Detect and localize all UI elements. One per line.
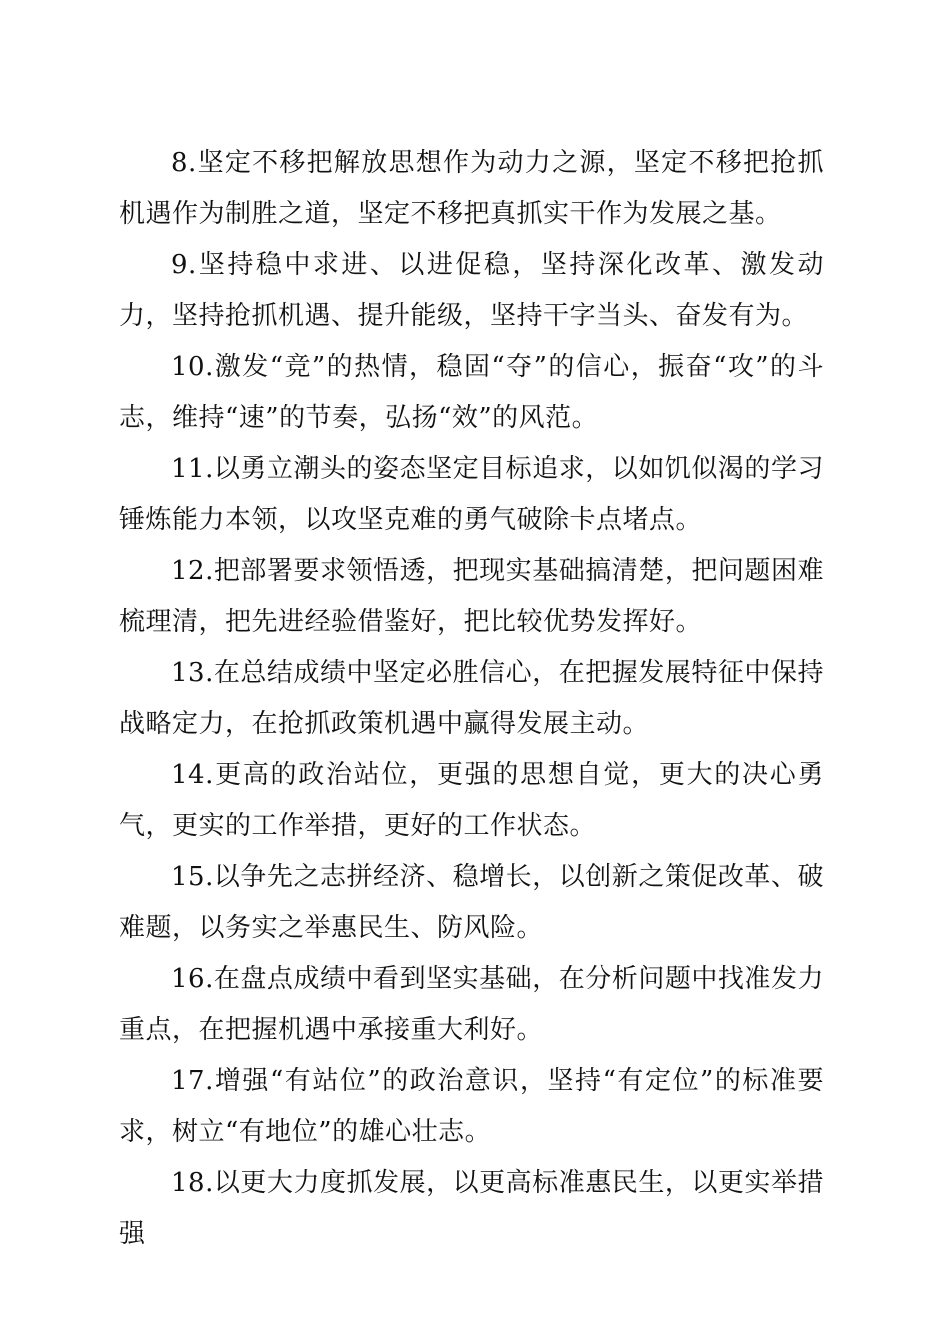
paragraph-16: 16.在盘点成绩中看到坚实基础，在分析问题中找准发力重点，在把握机遇中承接重大利好。: [119, 964, 824, 1045]
paragraph-13: 13.在总结成绩中坚定必胜信心，在把握发展特征中保持战略定力，在抢抓政策机遇中赢得发展主动。: [119, 658, 824, 739]
paragraph-9: 9.坚持稳中求进、以进促稳，坚持深化改革、激发动力，坚持抢抓机遇、提升能级，坚持干字当头、奋发有为。: [119, 250, 824, 331]
document-page: [119, 138, 824, 1260]
paragraph-11: 11.以勇立潮头的姿态坚定目标追求，以如饥似渴的学习锤炼能力本领，以攻坚克难的勇气破除卡点堵点。: [119, 454, 824, 535]
paragraph-12: 12.把部署要求领悟透，把现实基础搞清楚，把问题困难梳理清，把先进经验借鉴好，把比较优势发挥好。: [119, 556, 824, 637]
paragraph-14: 14.更高的政治站位，更强的思想自觉，更大的决心勇气，更实的工作举措，更好的工作状态。: [119, 760, 824, 841]
paragraph-17: 17.增强“有站位”的政治意识，坚持“有定位”的标准要求，树立“有地位”的雄心壮志。: [119, 1066, 824, 1147]
paragraph-15: 15.以争先之志拼经济、稳增长，以创新之策促改革、破难题，以务实之举惠民生、防风险。: [119, 862, 824, 943]
paragraph-18: 18.以更大力度抓发展，以更高标准惠民生，以更实举措强: [119, 1168, 824, 1249]
paragraph-10: 10.激发“竞”的热情，稳固“夺”的信心，振奋“攻”的斗志，维持“速”的节奏，弘扬“效”的风范。: [119, 352, 824, 433]
paragraph-8: 8.坚定不移把解放思想作为动力之源，坚定不移把抢抓机遇作为制胜之道，坚定不移把真抓实干作为发展之基。: [119, 148, 824, 229]
